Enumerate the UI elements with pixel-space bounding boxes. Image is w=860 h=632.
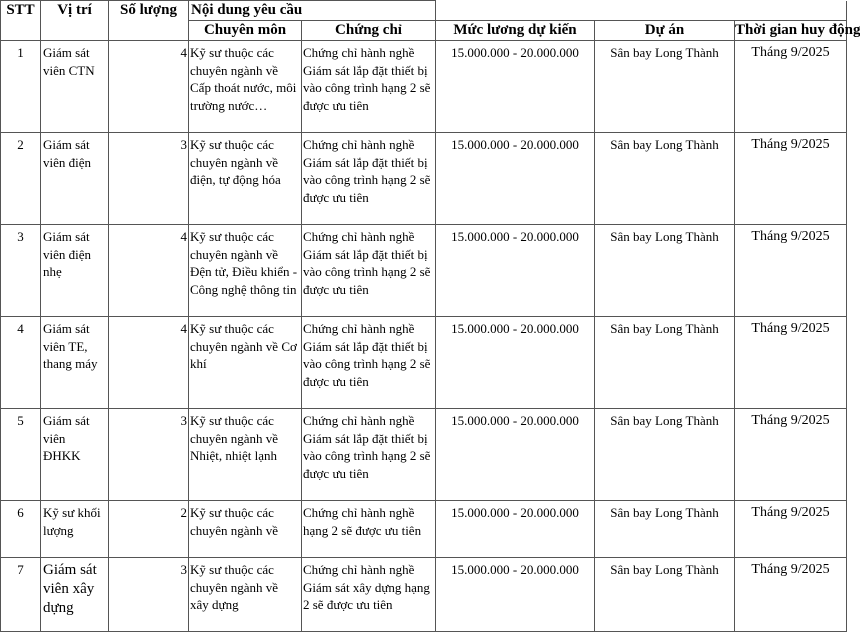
cell-chung-chi: Chứng chỉ hành nghề Giám sát lắp đặt thiết bị vào công trình hạng 2 sẽ được ưu tiên: [302, 41, 436, 133]
header-muc-luong: Mức lương dự kiến: [436, 21, 595, 41]
cell-du-an: Sân bay Long Thành: [595, 317, 735, 409]
cell-stt: 1: [1, 41, 41, 133]
cell-vi-tri: Giám sát viên xây dựng: [41, 558, 109, 632]
cell-so-luong: 3: [109, 133, 189, 225]
header-thoi-gian: Thời gian huy động: [735, 21, 847, 41]
cell-du-an: Sân bay Long Thành: [595, 501, 735, 558]
cell-thoi-gian: Tháng 9/2025: [735, 41, 847, 133]
cell-thoi-gian: Tháng 9/2025: [735, 409, 847, 501]
cell-du-an: Sân bay Long Thành: [595, 133, 735, 225]
cell-chuyen-mon: Kỹ sư thuộc các chuyên ngành về Nhiệt, nhiệt lạnh: [189, 409, 302, 501]
cell-muc-luong: 15.000.000 - 20.000.000: [436, 133, 595, 225]
table-row: [1, 558, 847, 632]
header-spacer: [436, 1, 595, 21]
cell-muc-luong: 15.000.000 - 20.000.000: [436, 558, 595, 632]
table-body: [1, 41, 847, 632]
cell-chung-chi: Chứng chỉ hành nghề Giám sát lắp đặt thiết bị vào công trình hạng 2 sẽ được ưu tiên: [302, 133, 436, 225]
cell-vi-tri: Giám sát viên TE, thang máy: [41, 317, 109, 409]
cell-muc-luong: 15.000.000 - 20.000.000: [436, 317, 595, 409]
cell-so-luong: 4: [109, 41, 189, 133]
cell-so-luong: 4: [109, 317, 189, 409]
cell-chuyen-mon: Kỹ sư thuộc các chuyên ngành về Đện tử, Điều khiển - Công nghệ thông tin: [189, 225, 302, 317]
cell-chuyen-mon: Kỹ sư thuộc các chuyên ngành về Cấp thoát nước, môi trường nước…: [189, 41, 302, 133]
cell-thoi-gian: Tháng 9/2025: [735, 133, 847, 225]
cell-thoi-gian: Tháng 9/2025: [735, 317, 847, 409]
cell-stt: 2: [1, 133, 41, 225]
cell-thoi-gian: Tháng 9/2025: [735, 558, 847, 632]
cell-muc-luong: 15.000.000 - 20.000.000: [436, 225, 595, 317]
cell-stt: 5: [1, 409, 41, 501]
cell-stt: 3: [1, 225, 41, 317]
cell-thoi-gian: Tháng 9/2025: [735, 225, 847, 317]
table-row: [1, 501, 847, 558]
cell-vi-tri: Kỹ sư khối lượng: [41, 501, 109, 558]
header-so-luong: Số lượng: [109, 1, 189, 41]
table-row: [1, 409, 847, 501]
cell-chung-chi: Chứng chỉ hành nghề hạng 2 sẽ được ưu tiên: [302, 501, 436, 558]
cell-stt: 6: [1, 501, 41, 558]
table-row: [1, 317, 847, 409]
cell-stt: 7: [1, 558, 41, 632]
header-chung-chi: Chứng chỉ: [302, 21, 436, 41]
cell-muc-luong: 15.000.000 - 20.000.000: [436, 501, 595, 558]
cell-so-luong: 4: [109, 225, 189, 317]
cell-vi-tri: Giám sát viên CTN: [41, 41, 109, 133]
cell-chung-chi: Chứng chỉ hành nghề Giám sát xây dựng hạng 2 sẽ được ưu tiên: [302, 558, 436, 632]
cell-chung-chi: Chứng chỉ hành nghề Giám sát lắp đặt thiết bị vào công trình hạng 2 sẽ được ưu tiên: [302, 409, 436, 501]
cell-vi-tri: Giám sát viên điện nhẹ: [41, 225, 109, 317]
cell-stt: 4: [1, 317, 41, 409]
header-stt: STT: [1, 1, 41, 41]
header-chuyen-mon: Chuyên môn: [189, 21, 302, 41]
header-vi-tri: Vị trí: [41, 1, 109, 41]
header-spacer: [735, 1, 847, 21]
cell-thoi-gian: Tháng 9/2025: [735, 501, 847, 558]
cell-chung-chi: Chứng chỉ hành nghề Giám sát lắp đặt thiết bị vào công trình hạng 2 sẽ được ưu tiên: [302, 225, 436, 317]
table-row: [1, 41, 847, 133]
table-row: [1, 225, 847, 317]
table-row: [1, 133, 847, 225]
cell-du-an: Sân bay Long Thành: [595, 225, 735, 317]
cell-chuyen-mon: Kỹ sư thuộc các chuyên ngành về xây dựng: [189, 558, 302, 632]
cell-so-luong: 3: [109, 558, 189, 632]
header-noi-dung: Nội dung yêu cầu: [189, 1, 436, 21]
cell-so-luong: 3: [109, 409, 189, 501]
cell-chung-chi: Chứng chỉ hành nghề Giám sát lắp đặt thiết bị vào công trình hạng 2 sẽ được ưu tiên: [302, 317, 436, 409]
cell-du-an: Sân bay Long Thành: [595, 558, 735, 632]
cell-so-luong: 2: [109, 501, 189, 558]
header-row-top: [1, 1, 847, 21]
header-du-an: Dự án: [595, 21, 735, 41]
cell-vi-tri: Giám sát viên điện: [41, 133, 109, 225]
cell-muc-luong: 15.000.000 - 20.000.000: [436, 41, 595, 133]
cell-du-an: Sân bay Long Thành: [595, 409, 735, 501]
cell-muc-luong: 15.000.000 - 20.000.000: [436, 409, 595, 501]
cell-chuyen-mon: Kỹ sư thuộc các chuyên ngành về: [189, 501, 302, 558]
cell-vi-tri: Giám sát viên ĐHKK: [41, 409, 109, 501]
cell-du-an: Sân bay Long Thành: [595, 41, 735, 133]
cell-chuyen-mon: Kỹ sư thuộc các chuyên ngành về điện, tự động hóa: [189, 133, 302, 225]
header-spacer: [595, 1, 735, 21]
cell-chuyen-mon: Kỹ sư thuộc các chuyên ngành về Cơ khí: [189, 317, 302, 409]
